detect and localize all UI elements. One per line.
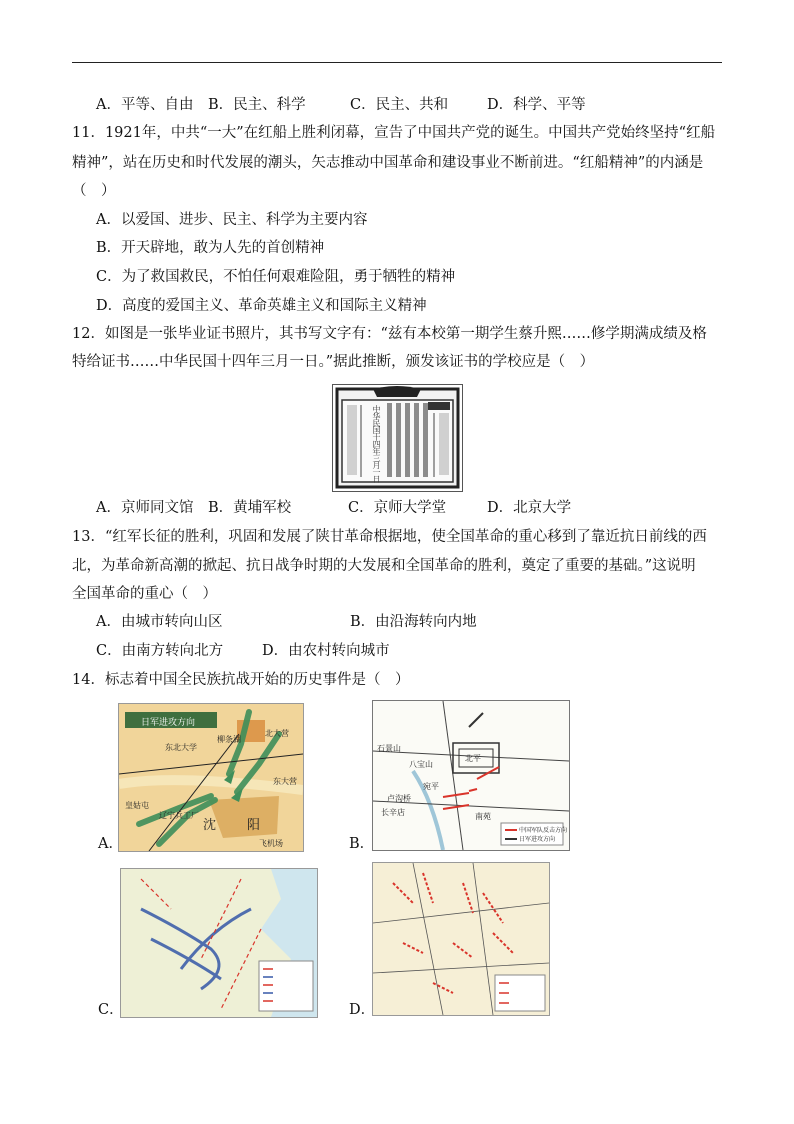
q13-stem-line-2: 北，为革命新高潮的掀起、抗日战争时期的大发展和全国革命的胜利，奠定了重要的基础。”这说明 <box>72 558 696 574</box>
q10-option-a[interactable]: A．平等、自由 <box>96 97 194 113</box>
map-a-place-liutiaohu: 柳条湖 <box>217 735 241 744</box>
map-b-legend-japanese: 日军进攻方向 <box>519 836 556 843</box>
map-b-place-nanyuan: 南苑 <box>475 812 491 821</box>
q11-stem-line-2: 精神”，站在历史和时代发展的潮头，矢志推动中国革命和建设事业不断前进。“红船精神”的内涵是 <box>72 155 704 171</box>
q13-option-c[interactable]: C．由南方转向北方 <box>96 643 224 659</box>
map-b-marco-polo-bridge <box>372 700 570 851</box>
map-b-place-wanping: 宛平 <box>423 782 439 791</box>
map-d-campaign-map <box>372 862 550 1016</box>
q10-option-c[interactable]: C．民主、共和 <box>350 97 449 113</box>
q14-label-c[interactable]: C． <box>98 1002 124 1018</box>
map-b-place-lugouqiao: 卢沟桥 <box>387 794 411 803</box>
map-a-place-dongdaying: 东大营 <box>273 777 297 786</box>
map-a-legend: 日军进攻方向 <box>141 718 196 728</box>
map-b-legend-counter: 中国军队反击方向 <box>519 827 568 834</box>
map-a-place-dongbei-daxue: 东北大学 <box>165 743 197 752</box>
map-b-place-beiping: 北平 <box>465 754 481 763</box>
map-a-mukden-incident <box>118 703 304 852</box>
certificate-date-text: 中华民国十四年三月一日 <box>372 405 381 482</box>
q12-option-a[interactable]: A．京师同文馆 <box>96 500 194 516</box>
q11-option-d[interactable]: D．高度的爱国主义、革命英雄主义和国际主义精神 <box>96 298 427 314</box>
q12-option-c[interactable]: C．京师大学堂 <box>348 500 447 516</box>
q11-option-c[interactable]: C．为了救国救民，不怕任何艰难险阻，勇于牺牲的精神 <box>96 269 456 285</box>
q12-stem-line-2: 特给证书……中华民国十四年三月一日。”据此推断，颁发该证书的学校应是（ ） <box>72 354 595 370</box>
q14-label-d[interactable]: D． <box>349 1002 376 1018</box>
q12-option-d[interactable]: D．北京大学 <box>487 500 572 516</box>
q13-option-b[interactable]: B．由沿海转向内地 <box>350 614 477 630</box>
map-a-place-airport: 飞机场 <box>259 839 283 848</box>
map-b-place-babaoshan: 八宝山 <box>409 760 433 769</box>
q13-stem-line-1: 13．“红军长征的胜利，巩固和发展了陕甘革命根据地，使全国革命的重心移到了靠近抗日前线的西 <box>72 529 707 545</box>
certificate-calligraphy <box>387 403 429 477</box>
q11-stem-line-3: （ ） <box>72 183 116 199</box>
map-b-place-shijingshan: 石景山 <box>377 744 401 753</box>
q11-stem-line-1: 11．1921年，中共“一大”在红船上胜利闭幕，宣告了中国共产党的诞生。中国共产党始终坚持“红船 <box>72 125 716 141</box>
q13-option-a[interactable]: A．由城市转向山区 <box>96 614 223 630</box>
q12-stem-line-1: 12．如图是一张毕业证书照片，其书写文字有：“兹有本校第一期学生蔡升熙……修学期满成绩及格 <box>72 326 707 342</box>
q11-option-b[interactable]: B．开天辟地，敢为人先的首创精神 <box>96 240 325 256</box>
q13-stem-line-3: 全国革命的重心（ ） <box>72 586 217 602</box>
q10-option-b[interactable]: B．民主、科学 <box>208 97 306 113</box>
q14-label-b[interactable]: B． <box>349 836 375 852</box>
certificate-photo <box>332 384 463 492</box>
q13-option-d[interactable]: D．由农村转向城市 <box>262 643 390 659</box>
q11-option-a[interactable]: A．以爱国、进步、民主、科学为主要内容 <box>96 212 368 228</box>
map-a-place-beidaying: 北大营 <box>265 729 289 738</box>
q10-option-d[interactable]: D．科学、平等 <box>487 97 586 113</box>
map-a-place-yang: 阳 <box>247 818 261 833</box>
map-a-place-huangguntun: 皇姑屯 <box>125 801 149 810</box>
q14-label-a[interactable]: A． <box>98 836 123 852</box>
map-a-place-shen: 沈 <box>203 818 217 833</box>
header-rule <box>72 62 722 63</box>
q14-stem: 14．标志着中国全民族抗战开始的历史事件是（ ） <box>72 672 410 688</box>
map-c-shanghai-campaign <box>120 868 318 1018</box>
map-b-place-changxindian: 长辛店 <box>381 808 405 817</box>
map-a-place-bingongchang: 辽宁兵工厂 <box>159 811 199 820</box>
q12-option-b[interactable]: B．黄埔军校 <box>208 500 292 516</box>
